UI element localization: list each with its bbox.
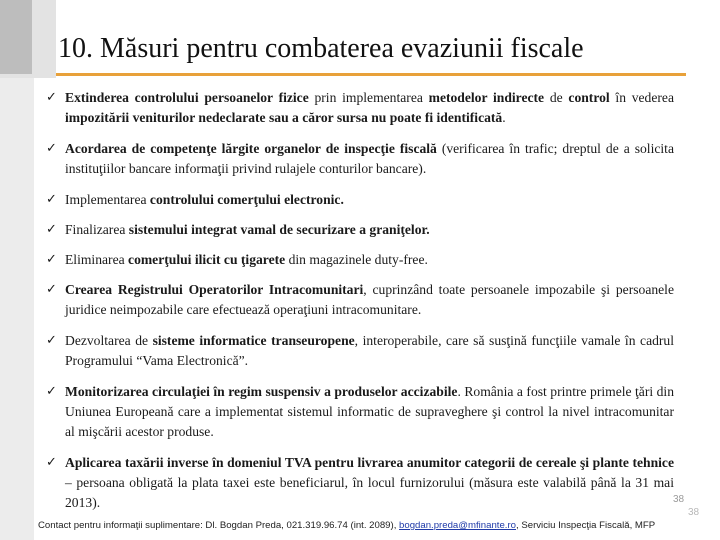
footer-contact-text: Contact pentru informaţii suplimentare: Dl. Bogdan Preda, 021.319.96.74 (int. 2089),	[38, 520, 400, 531]
bullet-text: .	[502, 110, 506, 125]
checkmark-icon: ✓	[46, 455, 57, 470]
bullet-item	[46, 250, 674, 270]
checkmark-icon: ✓	[46, 222, 57, 237]
bullet-text: control	[568, 90, 610, 105]
checkmark-icon: ✓	[46, 90, 57, 105]
left-decor-bar	[0, 0, 34, 540]
bullet-text: Extinderea controlului persoanelor fizice	[65, 90, 309, 105]
corner-decor-dark	[0, 0, 32, 74]
bullet-item	[46, 280, 674, 320]
bullet-text: . România a fost printre primele ţări din Uniunea Europeană care a implementat sistemul informatic de supraveghere şi control la nivel intracomunitar al mişcării acestor produse.	[65, 384, 674, 439]
bullet-text: sistemului integrat vamal de securizare a graniţelor.	[128, 222, 430, 237]
bullet-text: controlului comerţului electronic.	[149, 192, 344, 207]
bullet-text: de	[544, 90, 569, 105]
checkmark-icon: ✓	[46, 384, 57, 399]
page-number: 38	[673, 494, 685, 505]
title-underline	[56, 73, 686, 76]
bullet-text: – persoana obligată la plata taxei este beneficiarul, în locul furnizorului (măsura este valabilă până la 31 mai 2013).	[65, 475, 674, 510]
bullet-item	[46, 453, 674, 513]
bullet-text: Implementarea	[65, 192, 150, 207]
bullet-text: Monitorizarea circulaţiei în regim suspensiv a produselor accizabile	[65, 384, 458, 399]
bullet-text: Dezvoltarea de	[65, 333, 153, 348]
bullet-text: sisteme informatice transeuropene	[152, 333, 355, 348]
bullet-text: Crearea Registrului Operatorilor Intracomunitari	[65, 282, 364, 297]
bullet-text: Finalizarea	[65, 222, 129, 237]
bullet-text: prin implementarea	[308, 90, 429, 105]
bullet-item	[46, 139, 674, 179]
bullet-item	[46, 382, 674, 442]
footer	[38, 520, 718, 532]
bullet-text: metodelor indirecte	[428, 90, 545, 105]
footer-department: , Serviciu Inspecţia Fiscală, MFP	[516, 520, 656, 531]
bullet-text: impozitării veniturilor nedeclarate sau a căror sursa nu poate fi identificată	[65, 110, 503, 125]
bullet-text: Acordarea de competenţe lărgite organelor de inspecţie fiscală	[65, 141, 437, 156]
page-number-shadow: 38	[688, 507, 700, 518]
bullet-text: comerţului ilicit cu ţigarete	[128, 252, 286, 267]
bullet-item	[46, 190, 674, 210]
bullet-item	[46, 220, 674, 240]
bullet-item	[46, 88, 674, 128]
bullet-text: din magazinele duty-free.	[285, 252, 428, 267]
checkmark-icon: ✓	[46, 282, 57, 297]
bullet-item	[46, 331, 674, 371]
checkmark-icon: ✓	[46, 333, 57, 348]
checkmark-icon: ✓	[46, 252, 57, 267]
bullet-text: Aplicarea taxării inverse în domeniul TVA pentru livrarea anumitor categorii de cereale şi plante tehnice	[65, 455, 674, 470]
bullet-text: , interoperabile, care să susţină funcţiile vamale în cadrul Programului “Vama Electronică”.	[65, 333, 674, 368]
bullet-text: (verificarea în trafic; dreptul de a solicita instituţiilor bancare informaţii privind rulajele conturilor bancare).	[65, 141, 674, 176]
bullet-text: Eliminarea	[65, 252, 129, 267]
slide-title: 10. Măsuri pentru combaterea evaziunii fiscale	[58, 33, 584, 64]
bullet-text: în vederea	[609, 90, 674, 105]
bullet-list	[46, 88, 674, 513]
footer-email-link[interactable]: bogdan.preda@mfinante.ro	[399, 520, 516, 531]
bullet-text: , cuprinzând toate persoanele impozabile şi persoanele juridice neimpozabile care efectuează operaţiuni intracomunitare.	[65, 282, 674, 317]
checkmark-icon: ✓	[46, 192, 57, 207]
checkmark-icon: ✓	[46, 141, 57, 156]
